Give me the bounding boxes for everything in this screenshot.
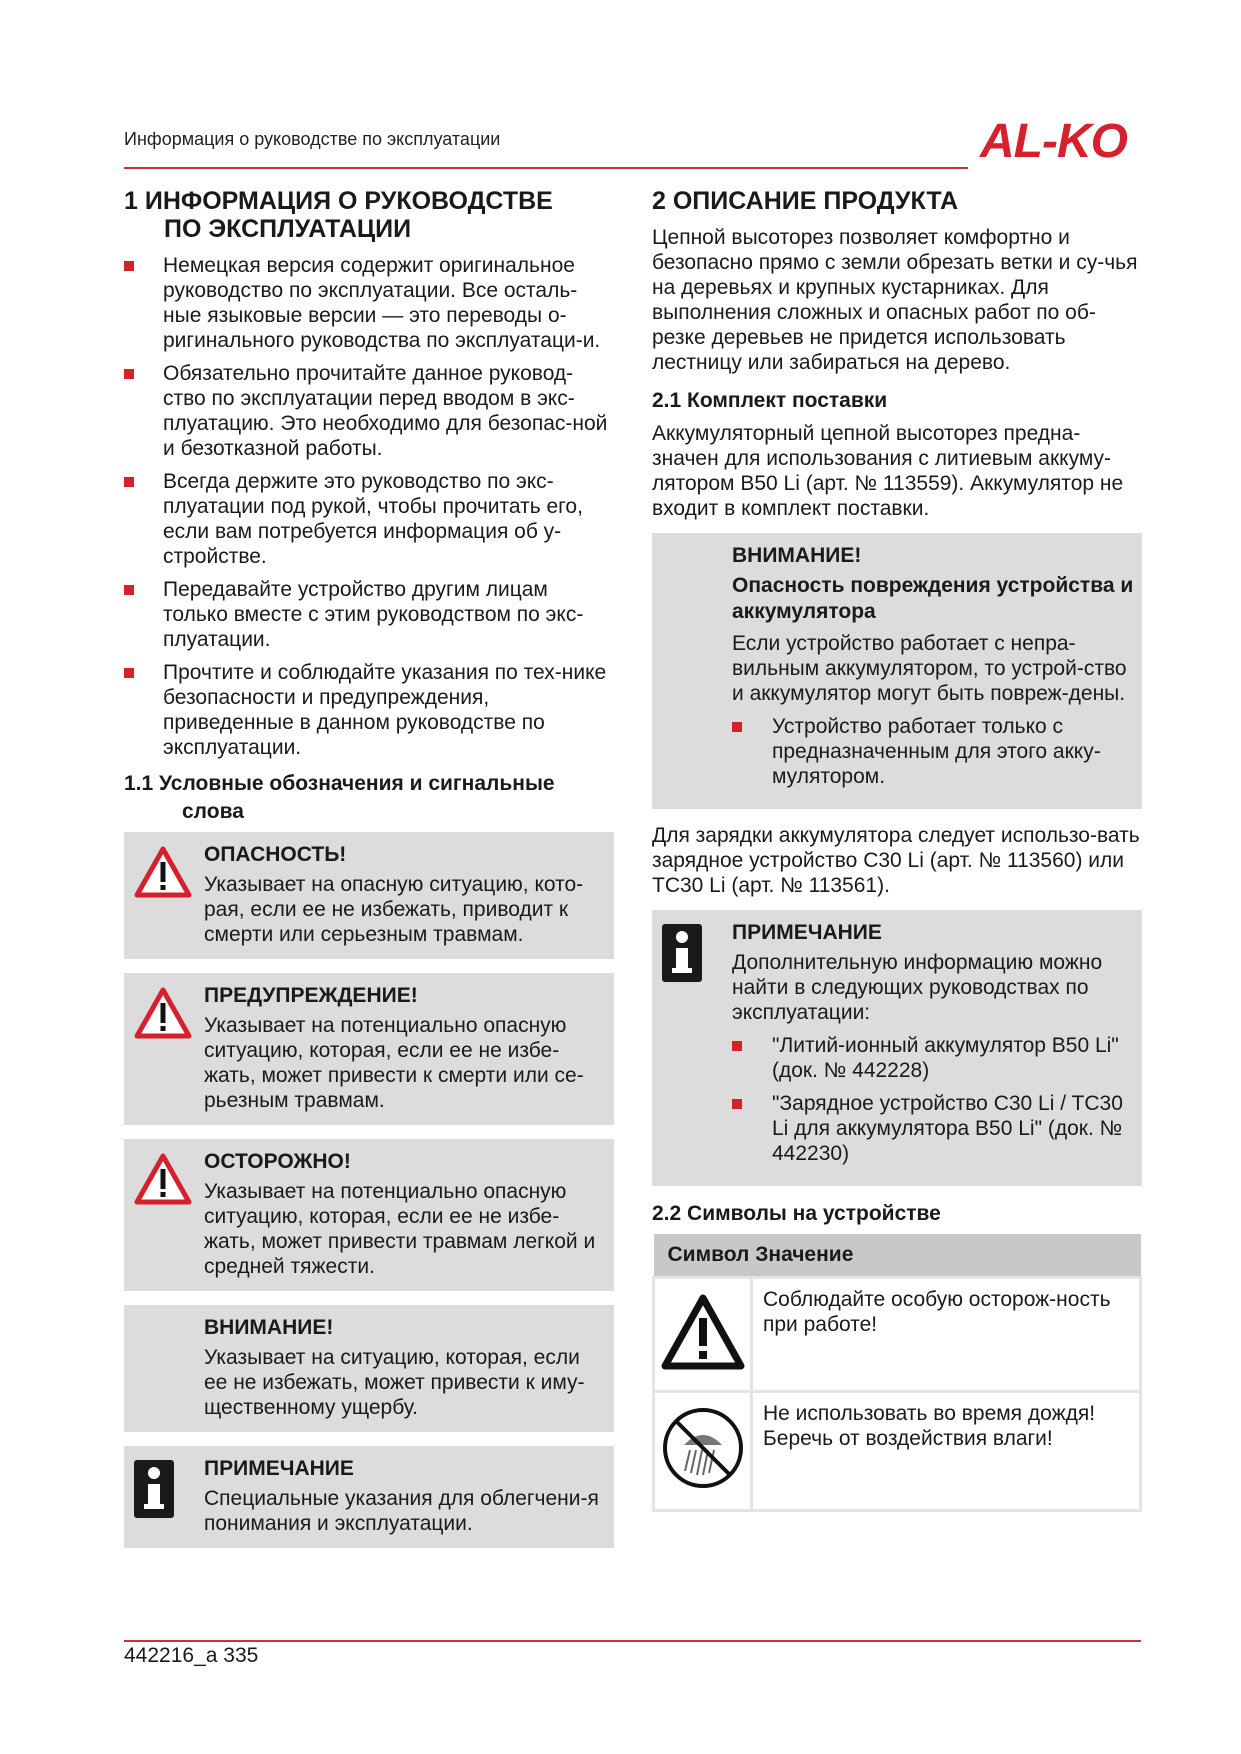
section1-1-heading [124, 770, 614, 826]
list-item: Прочтите и соблюдайте указания по тех-нике безопасности и предупреждения, приведенные в данном руководстве по эксплуатации. [124, 660, 614, 760]
attention-title: ВНИМАНИЕ! [204, 1316, 334, 1339]
manuals-note-list [732, 1033, 1134, 1166]
alko-logo: AL-KO [980, 115, 1127, 168]
section2-1-text: Аккумуляторный цепной высоторез предна-значен для использования с литиевым аккуму-лятором B50 Li (арт. № 113559). Аккумулятор не входит в комплект поставки. [652, 422, 1124, 520]
footer-divider [124, 1640, 1141, 1642]
col-symbol-header: Символ [667, 1243, 750, 1266]
table-row [654, 1278, 1141, 1392]
section1-bullet-list [124, 253, 614, 760]
no-rain-icon [660, 1405, 746, 1491]
warning-box [124, 973, 614, 1125]
section1-1-number: 1.1 [124, 772, 154, 795]
note-text: Специальные указания для облегчени-я понимания и эксплуатации. [204, 1487, 599, 1535]
attention-text: Указывает на ситуацию, которая, если ее не избежать, может привести к иму-щественному ущербу. [204, 1346, 585, 1419]
symbols-table [652, 1234, 1142, 1512]
list-item: "Литий-ионный аккумулятор B50 Li" (док. № 442228) [732, 1033, 1134, 1083]
meaning-cell: Не использовать во время дождя! Беречь от воздействия влаги! [752, 1392, 1141, 1511]
meaning-cell: Соблюдайте особую осторож-ность при работе! [752, 1278, 1141, 1392]
charging-text: Для зарядки аккумулятора следует использо-вать зарядное устройство C30 Li (арт. № 113560) или TC30 Li (арт. № 113561). [652, 824, 1140, 897]
list-item: Устройство работает только с предназначенным для этого акку-мулятором. [732, 714, 1134, 789]
danger-text: Указывает на опасную ситуацию, кото-рая, если ее не избежать, приводит к смерти или серьезным травмам. [204, 873, 584, 946]
symbol-cell [654, 1392, 752, 1511]
warning-triangle-icon [134, 1153, 192, 1205]
list-item: Немецкая версия содержит оригинальное руководство по эксплуатации. Все осталь-ные языковые версии — это переводы о-ригинального руководства по эксплуатаци-и. [124, 253, 614, 353]
battery-attention-list [732, 714, 1134, 789]
section1-heading [124, 187, 614, 243]
danger-box [124, 832, 614, 959]
manuals-note-text: Дополнительную информацию можно найти в следующих руководствах по эксплуатации: [732, 951, 1103, 1024]
table-header [654, 1234, 1141, 1278]
attention-box [124, 1305, 614, 1432]
note-box [124, 1446, 614, 1548]
warning-text: Указывает на потенциально опасную ситуацию, которая, если ее не избе-жать, может привести к смерти или се-рьезным травмам. [204, 1014, 584, 1112]
header-divider [124, 167, 968, 169]
section2-text: Цепной высоторез позволяет комфортно и безопасно прямо с земли обрезать ветки и су-чья на деревьях и крупных кустарниках. Для выполнения сложных и опасных работ по об-резке деревьев не придется использовать лестницу или забираться на дерево. [652, 226, 1138, 374]
warning-title: ПРЕДУПРЕЖДЕНИЕ! [204, 984, 418, 1007]
list-item: "Зарядное устройство C30 Li / TC30 Li для аккумулятора B50 Li" (док. № 442230) [732, 1091, 1134, 1166]
section1-heading-line2: ПО ЭКСПЛУАТАЦИИ [164, 215, 412, 243]
info-icon [134, 1460, 174, 1518]
footer-doc-page: 442216_a 335 [124, 1644, 259, 1667]
header-title: Информация о руководстве по эксплуатации [124, 129, 501, 149]
warning-triangle-icon [134, 846, 192, 898]
list-item: Обязательно прочитайте данное руковод-ство по эксплуатации перед вводом в экс-плуатацию. Это необходимо для безопас-ной и безотказной работы. [124, 361, 614, 461]
danger-title: ОПАСНОСТЬ! [204, 843, 347, 866]
symbol-cell [654, 1278, 752, 1392]
battery-attention-subtitle: Опасность повреждения устройства и аккумулятора [732, 574, 1134, 623]
section1-heading-line1: ИНФОРМАЦИЯ О РУКОВОДСТВЕ [144, 187, 553, 215]
list-item: Всегда держите это руководство по экс-плуатации под рукой, чтобы прочитать его, если вам потребуется информация об у-стройстве. [124, 469, 614, 569]
battery-attention-text: Если устройство работает с непра-вильным аккумулятором, то устрой-ство и аккумулятор могут быть повреж-дены. [732, 632, 1127, 705]
table-row [654, 1392, 1141, 1511]
battery-attention-box [652, 533, 1142, 809]
list-item: Передавайте устройство другим лицам только вместе с этим руководством по экс-плуатации. [124, 577, 614, 652]
note-title: ПРИМЕЧАНИЕ [204, 1457, 354, 1480]
caution-title: ОСТОРОЖНО! [204, 1150, 351, 1173]
manuals-note-box [652, 910, 1142, 1186]
left-column [124, 183, 614, 1562]
col-meaning-header: Значение [755, 1243, 854, 1266]
right-column [652, 183, 1142, 1512]
table-header-row [654, 1234, 1141, 1278]
section2-2-heading: 2.2 Символы на устройстве [652, 1202, 941, 1225]
warning-triangle-icon [660, 1292, 746, 1372]
section2-heading: 2 ОПИСАНИЕ ПРОДУКТА [652, 187, 959, 215]
manuals-note-title: ПРИМЕЧАНИЕ [732, 921, 882, 944]
battery-attention-title: ВНИМАНИЕ! [732, 544, 862, 567]
section1-1-heading-line1: Условные обозначения и сигнальные [159, 772, 555, 795]
caution-box [124, 1139, 614, 1291]
section1-1-heading-line2: слова [182, 800, 244, 823]
caution-text: Указывает на потенциально опасную ситуацию, которая, если ее не избе-жать, может привести травмам легкой и средней тяжести. [204, 1180, 596, 1278]
section2-1-heading: 2.1 Комплект поставки [652, 389, 888, 412]
warning-triangle-icon [134, 987, 192, 1039]
section1-number: 1 [124, 187, 138, 215]
info-icon [662, 924, 702, 982]
